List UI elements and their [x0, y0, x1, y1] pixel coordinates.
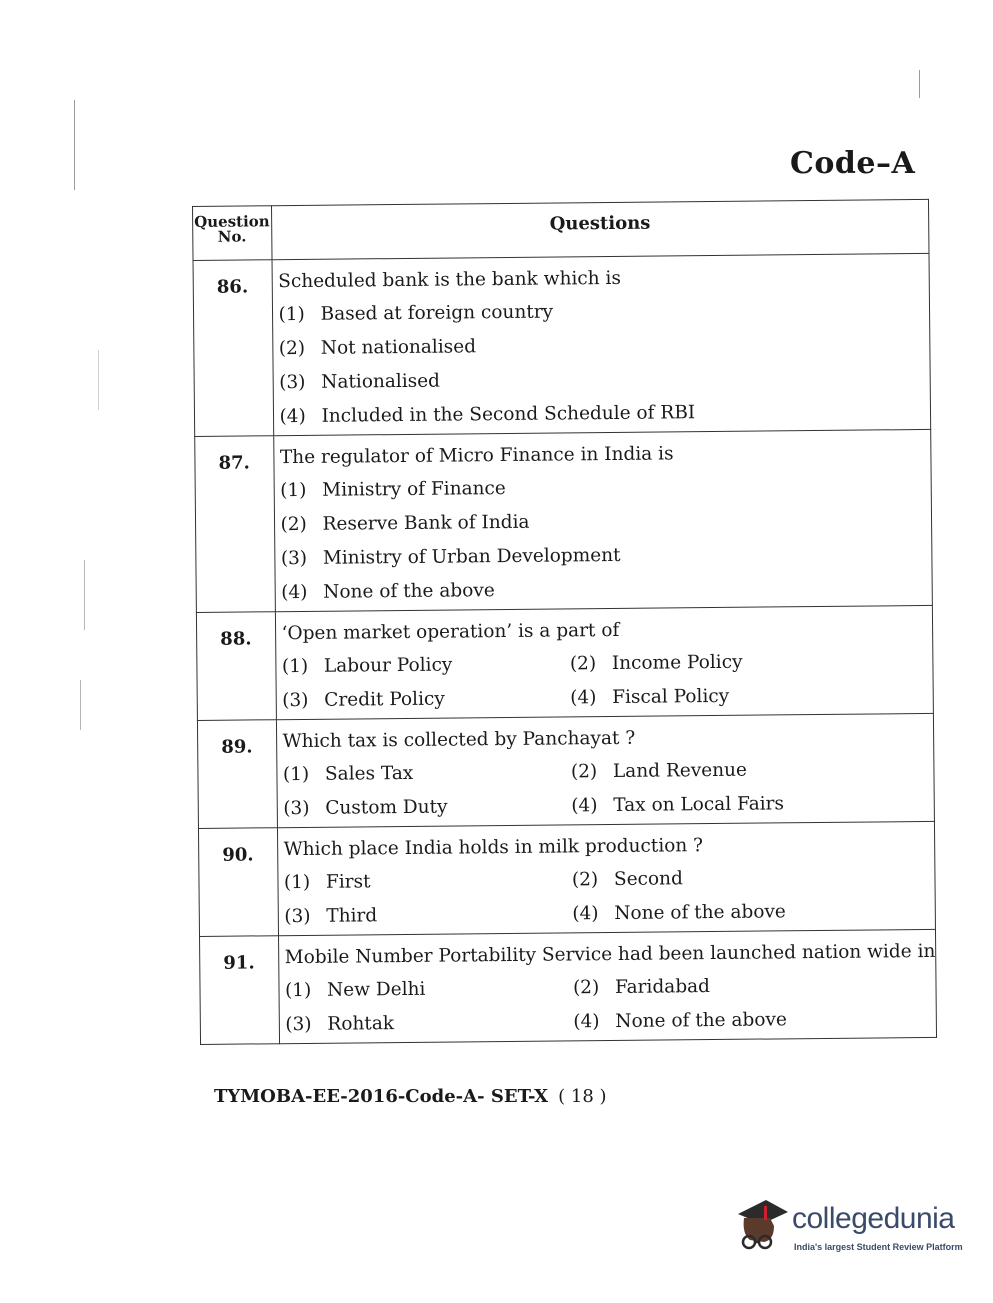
option-number: (3) — [283, 797, 310, 820]
question-row — [195, 429, 933, 612]
option-number: (1) — [278, 303, 305, 326]
question-row — [193, 253, 931, 436]
answer-option — [279, 365, 930, 395]
options-list — [285, 973, 936, 1037]
scan-artifact-line — [74, 100, 75, 190]
question-number: 90. — [198, 828, 278, 937]
option-number: (1) — [284, 979, 312, 1002]
option-text: Ministry of Finance — [322, 478, 506, 501]
column-header-questions: Questions — [271, 199, 929, 259]
question-number: 86. — [193, 260, 273, 437]
code-label: Code–A — [790, 146, 916, 181]
option-text: Third — [326, 905, 378, 927]
brand-tagline: India's largest Student Review Platform — [794, 1242, 963, 1252]
option-number: (2) — [278, 337, 306, 360]
questions-body — [193, 253, 937, 1044]
options-list — [278, 297, 930, 429]
question-number: 91. — [200, 936, 280, 1045]
question-number: 88. — [196, 612, 276, 721]
brand-name: collegedunia — [792, 1202, 955, 1235]
option-number: (2) — [572, 977, 600, 999]
scan-artifact-line — [84, 560, 85, 630]
answer-option — [283, 760, 571, 787]
options-list — [284, 865, 935, 929]
scan-artifact-line — [98, 350, 99, 410]
answer-option — [282, 686, 570, 713]
question-row — [198, 821, 935, 936]
option-number: (4) — [573, 1011, 600, 1033]
answer-option — [570, 649, 900, 676]
answer-option — [570, 683, 900, 710]
answer-option — [285, 976, 573, 1003]
question-body — [278, 929, 937, 1043]
option-number: (3) — [280, 547, 308, 570]
question-row — [197, 713, 934, 828]
answer-option — [280, 507, 931, 537]
question-sheet — [192, 199, 936, 1045]
answer-option — [281, 541, 932, 571]
option-text: Ministry of Urban Development — [322, 544, 621, 569]
question-row — [200, 929, 937, 1044]
option-number: (3) — [284, 905, 311, 928]
option-text: None of the above — [323, 580, 495, 603]
questions-table — [192, 199, 937, 1045]
option-text: Nationalised — [321, 370, 441, 393]
option-text: None of the above — [615, 1009, 787, 1032]
answer-option — [572, 899, 902, 926]
option-text: Not nationalised — [320, 336, 477, 359]
question-text: ‘Open market operation’ is a part of — [281, 619, 620, 645]
answer-option — [278, 297, 929, 327]
question-text: Scheduled bank is the bank which is — [278, 267, 622, 293]
option-number: (4) — [279, 405, 306, 428]
options-list — [280, 473, 932, 605]
option-number: (1) — [281, 655, 309, 678]
option-number: (3) — [279, 371, 306, 394]
option-text: Rohtak — [327, 1013, 395, 1035]
options-list — [283, 757, 934, 821]
option-text: Income Policy — [611, 651, 743, 674]
options-list — [282, 649, 933, 713]
answer-option — [285, 1010, 573, 1037]
mascot-logo-icon — [734, 1196, 794, 1260]
answer-option — [572, 865, 902, 892]
option-number: (1) — [280, 479, 307, 502]
option-text: None of the above — [614, 901, 786, 924]
question-body — [277, 821, 936, 935]
question-text: Which place India holds in milk production ? — [283, 835, 704, 861]
footer-paper-code: TYMOBA-EE-2016-Code-A- SET-X — [214, 1086, 549, 1107]
answer-option — [280, 473, 931, 503]
answer-option — [282, 652, 570, 679]
option-text: First — [325, 871, 371, 893]
option-text: Faridabad — [614, 976, 711, 998]
question-body — [272, 253, 931, 435]
page-number: ( 18 ) — [558, 1086, 607, 1107]
answer-option — [284, 902, 572, 929]
table-header-row — [193, 199, 930, 260]
option-number: (2) — [280, 513, 307, 536]
answer-option — [284, 868, 572, 895]
question-body — [275, 605, 934, 719]
option-text: Credit Policy — [324, 688, 445, 711]
option-number: (4) — [281, 581, 308, 604]
question-number: 89. — [197, 720, 277, 829]
question-text: The regulator of Micro Finance in India is — [279, 443, 674, 469]
option-text: Land Revenue — [612, 759, 748, 782]
answer-option — [573, 973, 903, 1000]
option-number: (4) — [570, 687, 597, 709]
answer-option — [283, 794, 571, 821]
option-text: Reserve Bank of India — [322, 511, 530, 535]
option-number: (2) — [570, 761, 598, 783]
question-body — [276, 713, 935, 827]
question-row — [196, 605, 933, 720]
footer — [214, 1086, 607, 1107]
column-header-question-no: Question No. — [193, 206, 272, 261]
question-number: 87. — [195, 436, 275, 613]
answer-option — [571, 791, 901, 818]
question-text: Mobile Number Portability Service had been launched nation wide in — [284, 940, 936, 969]
option-number: (2) — [571, 869, 599, 891]
question-body — [273, 429, 932, 611]
option-text: Tax on Local Fairs — [613, 793, 785, 816]
option-text: Sales Tax — [324, 762, 414, 785]
answer-option — [281, 575, 932, 605]
option-number: (3) — [285, 1013, 312, 1036]
answer-option — [279, 331, 930, 361]
option-number: (4) — [571, 795, 598, 817]
question-text: Which tax is collected by Panchayat ? — [282, 727, 636, 753]
option-text: New Delhi — [326, 978, 426, 1001]
option-text: Fiscal Policy — [612, 685, 730, 708]
option-text: Included in the Second Schedule of RBI — [321, 402, 696, 427]
option-number: (4) — [572, 903, 599, 925]
answer-option — [573, 1007, 903, 1034]
collegedunia-watermark — [734, 1196, 964, 1266]
option-number: (3) — [282, 689, 309, 712]
option-number: (1) — [283, 871, 311, 894]
option-text: Second — [613, 868, 683, 890]
scan-artifact-line — [919, 70, 920, 98]
option-number: (2) — [569, 653, 597, 675]
answer-option — [571, 757, 901, 784]
option-number: (1) — [282, 763, 310, 786]
answer-option — [279, 399, 930, 429]
option-text: Based at foreign country — [320, 301, 554, 325]
scan-artifact-line — [80, 680, 81, 730]
option-text: Custom Duty — [325, 796, 448, 819]
option-text: Labour Policy — [323, 654, 453, 677]
